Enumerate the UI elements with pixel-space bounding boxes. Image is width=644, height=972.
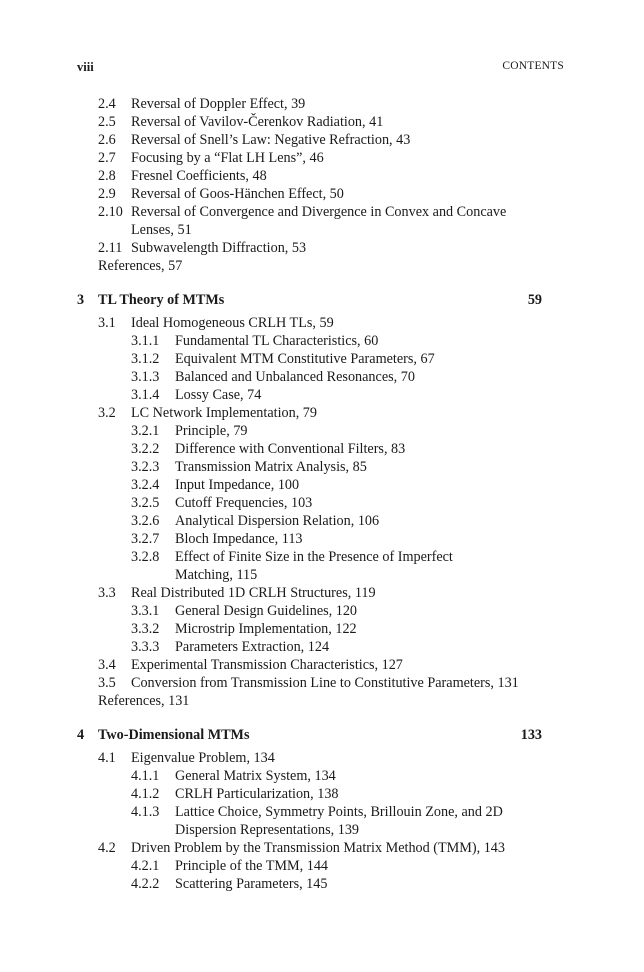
toc-entry-title: Reversal of Doppler Effect, 39: [131, 96, 306, 112]
toc-entry-title: General Design Guidelines, 120: [175, 603, 358, 619]
toc-entry: [0, 149, 644, 167]
toc-entry-title: Fresnel Coefficients, 48: [131, 168, 267, 184]
toc-entry-title: Reversal of Snell’s Law: Negative Refraction, 43: [131, 132, 411, 148]
toc-entry: [0, 368, 644, 386]
toc-entry: [0, 476, 644, 494]
toc-entry-title: Real Distributed 1D CRLH Structures, 119: [131, 585, 376, 601]
toc-entry-title: Equivalent MTM Constitutive Parameters, 67: [175, 351, 435, 367]
toc-entry: [0, 458, 644, 476]
toc-entry: [0, 167, 644, 185]
toc-entry: [0, 131, 644, 149]
toc-entry: [0, 350, 644, 368]
toc-entry-title: Transmission Matrix Analysis, 85: [175, 459, 367, 475]
toc-entry: [0, 566, 644, 584]
toc-entry-number: 3.5: [98, 675, 116, 691]
toc-entry: [0, 113, 644, 131]
toc-entry-number: 4.2.2: [131, 876, 160, 892]
toc-entry: [0, 494, 644, 512]
toc-entry-title: Fundamental TL Characteristics, 60: [175, 333, 379, 349]
toc-entry: [0, 530, 644, 548]
running-head: CONTENTS: [502, 60, 564, 72]
toc-entry-title: Driven Problem by the Transmission Matrix Method (TMM), 143: [131, 840, 505, 856]
toc-entry: [0, 821, 644, 839]
toc-entry-number: 3.2.8: [131, 549, 160, 565]
page-header: [77, 60, 564, 76]
toc-entry-number: 3.1.3: [131, 369, 160, 385]
toc-entry-title: Conversion from Transmission Line to Constitutive Parameters, 131: [131, 675, 519, 691]
toc-entry-title: Bloch Impedance, 113: [175, 531, 303, 547]
toc-entry-number: 4.2: [98, 840, 116, 856]
toc-entry-number: 3.3: [98, 585, 116, 601]
toc-entry-title: Ideal Homogeneous CRLH TLs, 59: [131, 315, 334, 331]
toc-entry-number: 3.2.3: [131, 459, 160, 475]
toc-entry-number: 3.1.2: [131, 351, 160, 367]
toc-entry: [0, 785, 644, 803]
toc-entry-title: References, 131: [98, 693, 190, 709]
toc-entry-title: Balanced and Unbalanced Resonances, 70: [175, 369, 415, 385]
toc-entry: [0, 185, 644, 203]
toc-entry-title: Analytical Dispersion Relation, 106: [175, 513, 380, 529]
toc-entry-title: Lossy Case, 74: [175, 387, 262, 403]
toc-entry: [0, 875, 644, 893]
toc-entry-title: Reversal of Vavilov-Čerenkov Radiation, 41: [131, 114, 384, 130]
toc-entry-number: 3.2.6: [131, 513, 160, 529]
toc-entry: [0, 239, 644, 257]
toc-entry: [0, 203, 644, 221]
toc-entry-number: 3.2.1: [131, 423, 160, 439]
toc-entry-title: Focusing by a “Flat LH Lens”, 46: [131, 150, 324, 166]
toc-entry-number: 4.1.3: [131, 804, 160, 820]
toc-entry-title: Microstrip Implementation, 122: [175, 621, 357, 637]
toc-entry: [0, 749, 644, 767]
toc-chapter-entry: [0, 726, 644, 744]
toc-entry-number: 3.2.2: [131, 441, 160, 457]
toc-chapter-page: 133: [520, 727, 542, 743]
toc-entry: [0, 314, 644, 332]
toc-entry: [0, 221, 644, 239]
toc-entry-number: 2.5: [98, 114, 116, 130]
toc-entry-title: Eigenvalue Problem, 134: [131, 750, 275, 766]
toc-entry-number: 4.2.1: [131, 858, 160, 874]
toc-entry: [0, 95, 644, 113]
toc-entry-title: Experimental Transmission Characteristics, 127: [131, 657, 403, 673]
toc-entry: [0, 620, 644, 638]
toc-entry: [0, 767, 644, 785]
toc-entry: [0, 512, 644, 530]
toc-entry: [0, 548, 644, 566]
toc-entry-number: 2.11: [98, 240, 123, 256]
toc-entry-number: 3.3.1: [131, 603, 160, 619]
toc-chapter-entry: [0, 291, 644, 309]
toc-entry: [0, 602, 644, 620]
toc-references-entry: [0, 257, 644, 275]
toc-entry-number: 2.9: [98, 186, 116, 202]
toc-entry-title: Principle, 79: [175, 423, 248, 439]
toc-entry-title: Effect of Finite Size in the Presence of Imperfect: [175, 549, 453, 565]
table-of-contents: [0, 95, 644, 893]
toc-entry-title: Two-Dimensional MTMs: [98, 727, 250, 743]
toc-entry-title: Subwavelength Diffraction, 53: [131, 240, 307, 256]
toc-entry-number: 3.1.1: [131, 333, 160, 349]
toc-entry-number: 3.1: [98, 315, 116, 331]
toc-entry-title: Matching, 115: [175, 567, 258, 583]
toc-entry-title: References, 57: [98, 258, 183, 274]
toc-entry: [0, 839, 644, 857]
toc-entry-title: Principle of the TMM, 144: [175, 858, 329, 874]
toc-entry-number: 3.2.5: [131, 495, 160, 511]
toc-entry-title: Lenses, 51: [131, 222, 192, 238]
toc-entry-title: Dispersion Representations, 139: [175, 822, 360, 838]
toc-chapter-page: 59: [527, 292, 542, 308]
toc-entry: [0, 332, 644, 350]
toc-entry-number: 3.3.2: [131, 621, 160, 637]
toc-entry-title: Scattering Parameters, 145: [175, 876, 328, 892]
toc-entry-number: 3.2.4: [131, 477, 160, 493]
toc-entry: [0, 638, 644, 656]
toc-entry-title: Input Impedance, 100: [175, 477, 300, 493]
toc-entry-number: 3.2: [98, 405, 116, 421]
toc-entry-number: 4.1: [98, 750, 116, 766]
toc-entry-number: 4: [77, 727, 85, 743]
toc-entry-number: 4.1.2: [131, 786, 160, 802]
toc-entry-number: 2.4: [98, 96, 116, 112]
toc-entry-number: 3.3.3: [131, 639, 160, 655]
toc-references-entry: [0, 692, 644, 710]
toc-entry-number: 2.8: [98, 168, 116, 184]
toc-entry-title: LC Network Implementation, 79: [131, 405, 317, 421]
toc-entry: [0, 386, 644, 404]
toc-entry: [0, 803, 644, 821]
toc-entry-number: 3.2.7: [131, 531, 160, 547]
page-number: viii: [77, 60, 94, 74]
toc-entry-title: Lattice Choice, Symmetry Points, Brillouin Zone, and 2D: [175, 804, 503, 820]
toc-entry-title: General Matrix System, 134: [175, 768, 336, 784]
toc-entry-title: Difference with Conventional Filters, 83: [175, 441, 406, 457]
toc-entry-title: Parameters Extraction, 124: [175, 639, 330, 655]
toc-entry: [0, 584, 644, 602]
toc-entry: [0, 404, 644, 422]
toc-entry: [0, 440, 644, 458]
toc-entry: [0, 857, 644, 875]
toc-entry-title: Reversal of Goos-Hänchen Effect, 50: [131, 186, 344, 202]
toc-entry: [0, 656, 644, 674]
toc-entry-number: 3.4: [98, 657, 116, 673]
toc-entry: [0, 674, 644, 692]
toc-entry-number: 2.7: [98, 150, 116, 166]
toc-entry-title: CRLH Particularization, 138: [175, 786, 339, 802]
toc-entry: [0, 422, 644, 440]
toc-entry-number: 2.6: [98, 132, 116, 148]
toc-entry-number: 3.1.4: [131, 387, 160, 403]
toc-entry-number: 4.1.1: [131, 768, 160, 784]
toc-entry-title: TL Theory of MTMs: [98, 292, 225, 308]
toc-entry-number: 2.10: [98, 204, 123, 220]
toc-entry-title: Reversal of Convergence and Divergence in Convex and Concave: [131, 204, 507, 220]
toc-entry-number: 3: [77, 292, 85, 308]
toc-entry-title: Cutoff Frequencies, 103: [175, 495, 313, 511]
